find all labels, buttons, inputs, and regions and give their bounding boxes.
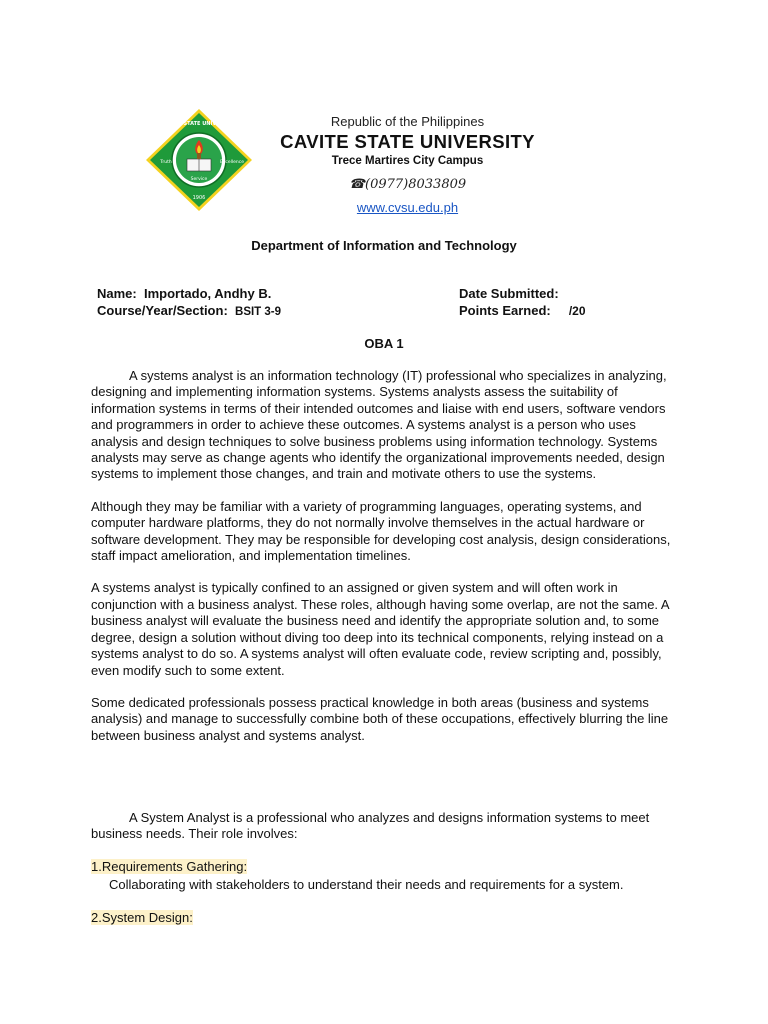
- campus-name: Trece Martires City Campus: [331, 155, 484, 167]
- points-value: /20: [568, 304, 586, 318]
- date-submitted-label: Date Submitted:: [459, 286, 559, 301]
- role-section: [91, 810, 683, 942]
- department-title: Department of Information and Technology: [251, 238, 517, 253]
- points-row: [459, 303, 586, 318]
- republic-line: Republic of the Philippines: [330, 114, 485, 129]
- points-label: Points Earned:: [459, 303, 551, 318]
- document-body: [91, 368, 683, 760]
- phone-number: ☎(0977)8033809: [348, 177, 467, 192]
- role-heading-1-wrap: [91, 859, 683, 875]
- name-row: [97, 286, 271, 301]
- name-label: Name:: [97, 286, 137, 301]
- paragraph-5: A System Analyst is a professional who analyzes and designs information systems to meet business needs. Their role involves:: [91, 810, 650, 842]
- paragraph-4: Some dedicated professionals possess practical knowledge in both areas (business and systems analysis) and manage to successfully combine both of these occupations, effectively blurring the line between business analyst and systems analyst.: [91, 694, 669, 743]
- course-label: Course/Year/Section:: [97, 303, 228, 318]
- course-row: [97, 303, 281, 318]
- document-title: OBA 1: [364, 336, 404, 351]
- seal-left-text: Truth: [160, 160, 172, 165]
- date-submitted-row: [459, 286, 559, 301]
- name-value: Importado, Andhy B.: [143, 286, 272, 301]
- website-link[interactable]: www.cvsu.edu.ph: [356, 200, 459, 215]
- seal-year-text: 1906: [192, 195, 206, 201]
- university-seal-logo: [144, 107, 254, 213]
- course-value: BSIT 3-9: [235, 306, 282, 318]
- role-detail-1: Collaborating with stakeholders to understand their needs and requirements for a system.: [109, 877, 624, 893]
- paragraph-3: A systems analyst is typically confined to an assigned or given system and will often work in conjunction with a business analyst. These roles, although having some overlap, are not the same. A business analyst will evaluate the business need and identify the appropriate solution and, to some degree, design a solution without diving too deep into its technical components, relying instead on a systems analyst to do so. A systems analyst will often evaluate code, review scripting and, possibly, even modify such to some extent.: [91, 580, 669, 678]
- seal-right-text: Excellence: [219, 160, 245, 165]
- role-heading-2-wrap: [91, 910, 683, 926]
- role-heading-1: 1.Requirements Gathering:: [91, 858, 248, 874]
- paragraph-1: A systems analyst is an information technology (IT) professional who specializes in analyzing, designing and implementing information systems. Systems analysts assess the suitability of information systems in terms of their intended outcomes and liaise with end users, software vendors and programmers in order to achieve these outcomes. A systems analyst is a person who uses analysis and design techniques to solve business problems using information technology. Systems analysts may serve as change agents who identify the organizational improvements needed, design systems to implement those changes, and train and motivate others to use the systems.: [91, 368, 667, 482]
- seal-top-text: CAVITE STATE UNIVERSITY: [162, 121, 236, 127]
- role-heading-2: 2.System Design:: [91, 909, 193, 925]
- university-name: CAVITE STATE UNIVERSITY: [280, 131, 535, 152]
- paragraph-2: Although they may be familiar with a variety of programming languages, operating systems, and computer hardware platforms, they do not normally involve themselves in the actual hardware or software development. They may be responsible for developing cost analysis, design considerations, staff impact amelioration, and implementation timelines.: [91, 498, 671, 564]
- seal-center-text: Service: [190, 177, 208, 182]
